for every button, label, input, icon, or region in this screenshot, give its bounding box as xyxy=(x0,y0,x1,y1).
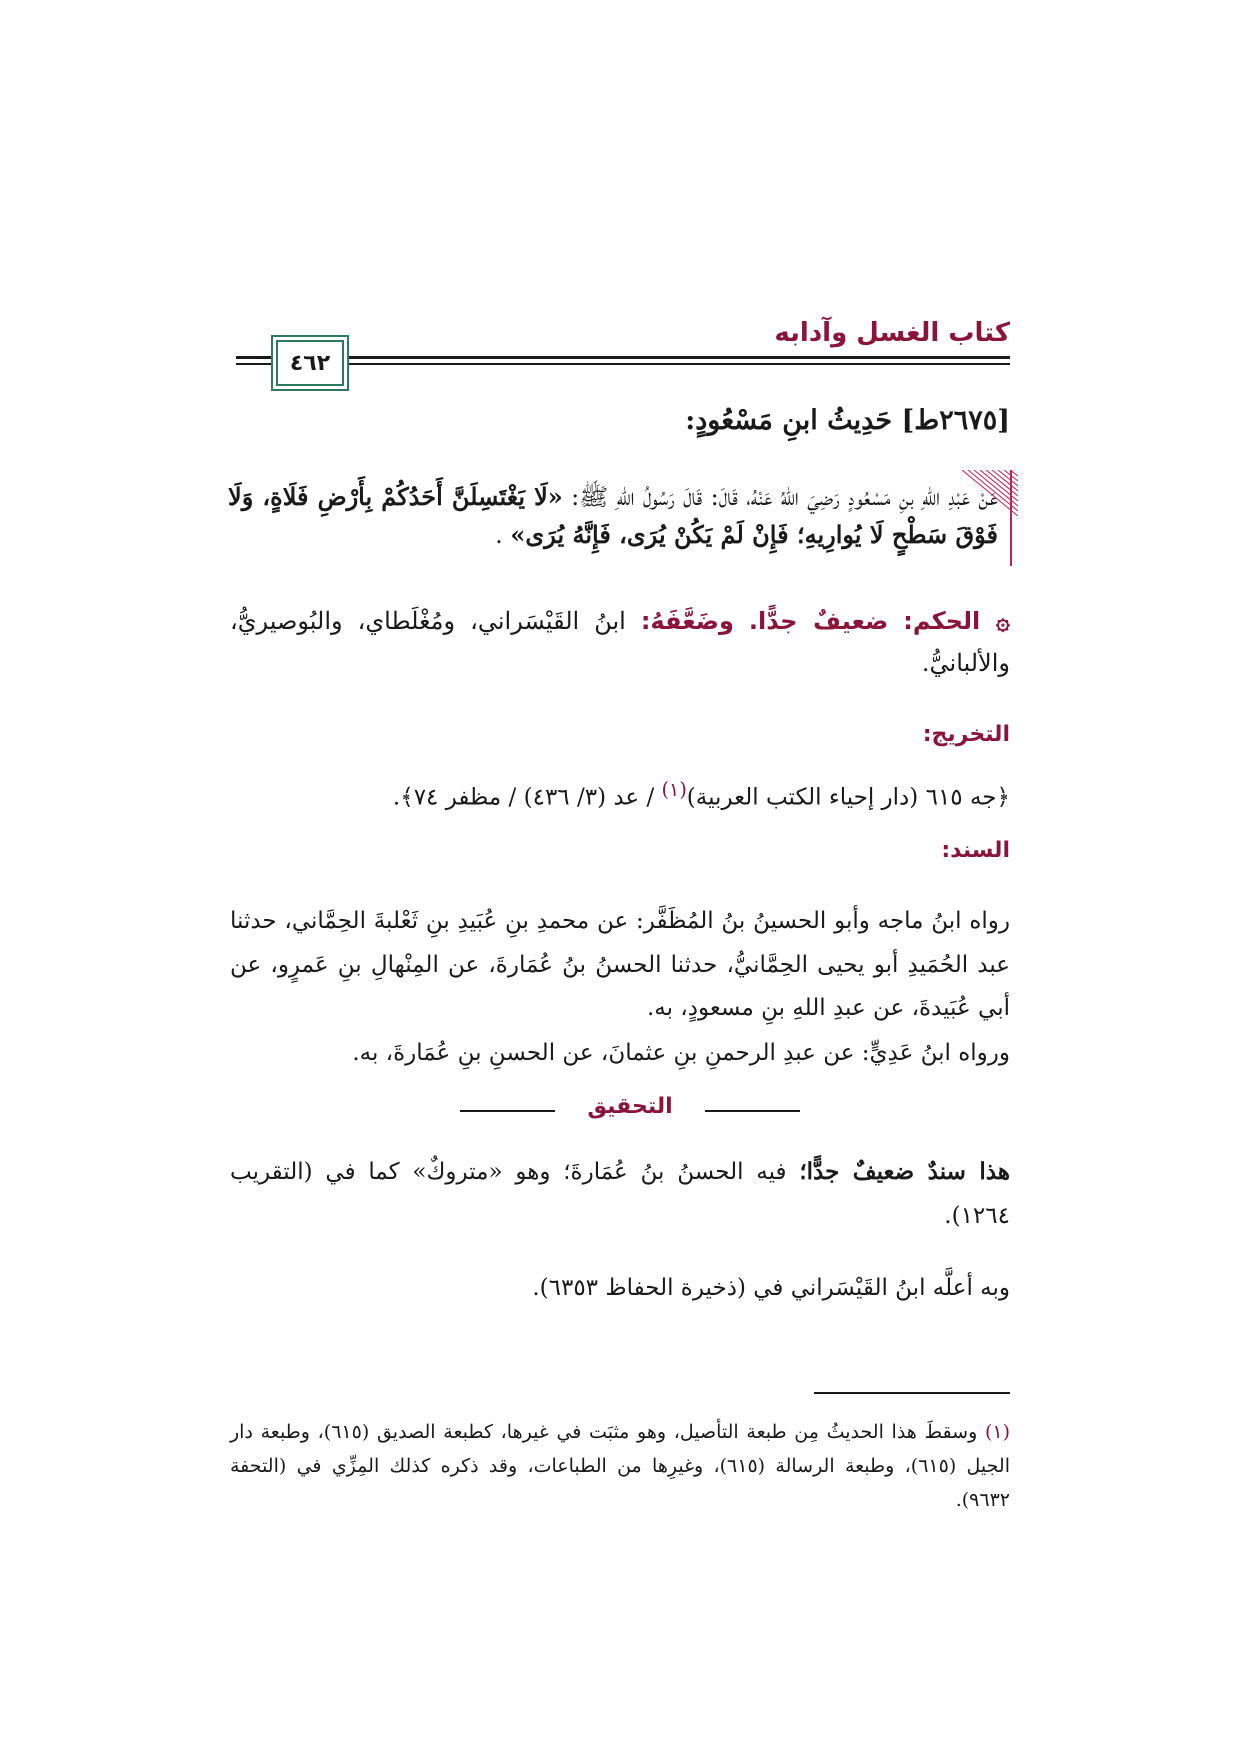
tahqiq-text-2: وبه أعلَّه ابنُ القَيْسَراني في (ذخيرة الحفاظ ٦٣٥٣). xyxy=(532,1275,1010,1301)
page-header xyxy=(236,318,1010,388)
weakened-by: ابنُ القَيْسَراني، ومُغْلَطاي، والبُوصيريُّ، والألبانيُّ. xyxy=(230,607,1010,677)
takhrij-sources: ﴿جه ٦١٥ (دار إحياء الكتب العربية) xyxy=(686,784,1010,811)
tahqiq-divider xyxy=(460,1090,800,1130)
sanad-text: رواه ابنُ ماجه وأبو الحسينُ بنُ المُظَفَّر: عن محمدِ بنِ عُبَيدِ بنِ ثَعْلبةَ الحِمَّاني، حدثنا عبد الحُمَيدِ أبو يحيى الحِمَّانيُّ، حدثنا الحسنُ بنُ عُمَارةَ، عن المِنْهالِ بنِ عَمرٍو، عن أبي عُبَيدةَ، عن عبدِ اللهِ بنِ مسعودٍ، به. xyxy=(230,908,1010,1022)
takhrij-title: التخريج: xyxy=(922,722,1010,747)
book-title: كتاب الغسل وآدابه xyxy=(774,318,1010,348)
sanad-text-2: ورواه ابنُ عَدِيٍّ: عن عبدِ الرحمنِ بنِ عثمانَ، عن الحسنِ بنِ عُمَارةَ، به. xyxy=(352,1040,1010,1066)
footnote-ref[interactable]: (١) xyxy=(661,778,687,801)
hadith-heading: [٢٦٧٥ط] حَدِيثُ ابنِ مَسْعُودٍ: xyxy=(685,405,1010,436)
tahqiq-reason: فيه الحسنُ بنُ عُمَارةَ؛ وهو «متروكٌ» كما في (التقريب ١٢٦٤). xyxy=(230,1159,1010,1229)
hukm-grade: ضعيفٌ جدًّا. xyxy=(748,607,889,635)
hukm-paragraph xyxy=(230,600,1010,684)
hadith-narration: عَنْ عَبْدِ اللهِ بنِ مَسْعُودٍ رَضِيَ اللهُ عَنْهُ، قَالَ: قَالَ رَسُولُ اللهِ ﷺ: xyxy=(571,483,998,511)
sanad-title: السند: xyxy=(941,838,1010,863)
hadith-side-rule xyxy=(1010,470,1012,566)
hadith-box xyxy=(224,470,1010,580)
hukm-label: ۞ الحكم: xyxy=(903,607,1010,635)
header-rule xyxy=(236,356,1010,359)
footnote-number: (١) xyxy=(984,1421,1010,1443)
takhrij-text xyxy=(230,775,1010,816)
hadith-matn: «لَا يَغْتَسِلَنَّ أَحَدُكُمْ بِأَرْضِ فَلَاةٍ، وَلَا فَوْقَ سَطْحٍ لَا يُوارِيهِ؛ فَإِنْ لَمْ يَكُنْ يُرَى، فَإِنَّهُ يُرَى» xyxy=(228,482,998,550)
tahqiq-verdict: هذا سندٌ ضعيفٌ جدًّا؛ xyxy=(799,1158,1011,1185)
takhrij-sources-rest: / عد (٣/ ٤٣٦) / مظفر ٧٤﴾. xyxy=(392,784,662,811)
weakened-label: وضَعَّفَهُ: xyxy=(640,607,734,635)
footnote-text: وسقطَ هذا الحديثُ مِن طبعة التأصيل، وهو مثبَت في غيرها، كطبعة الصديق (٦١٥)، وطبعة دار الجيل (٦١٥)، وطبعة الرسالة (٦١٥)، وغيرِها من الطباعات، وقد ذكره كذلك المِزِّي في (التحفة ٩٦٣٢). xyxy=(230,1421,1010,1512)
page-number-frame xyxy=(276,340,344,386)
tahqiq-text xyxy=(230,1150,1010,1238)
page-number: ٤٦٢ xyxy=(289,350,331,376)
header-rule-thin xyxy=(236,363,1010,365)
hadith-end: . xyxy=(495,521,503,550)
hadith-text xyxy=(228,478,998,555)
footnote xyxy=(230,1415,1010,1518)
tahqiq-title: التحقيق xyxy=(587,1094,673,1119)
footnote-rule xyxy=(814,1392,1010,1394)
